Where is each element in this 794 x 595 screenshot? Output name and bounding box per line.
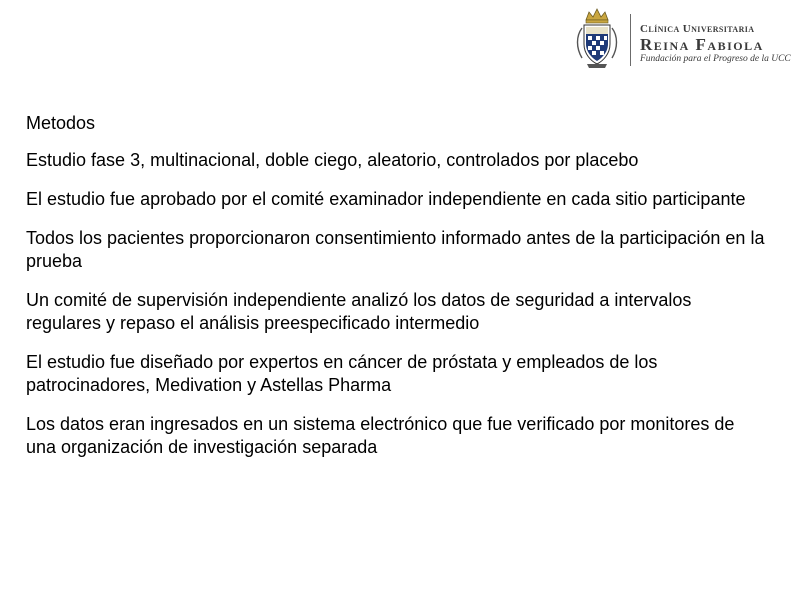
method-paragraph: Todos los pacientes proporcionaron consentimiento informado antes de la participación en la prueba bbox=[26, 228, 765, 271]
logo-clinic-name: Reina Fabiola bbox=[640, 35, 764, 54]
method-paragraph: Un comité de supervisión independiente analizó los datos de seguridad a intervalos regulares y repaso el análisis preespecificado intermedio bbox=[26, 290, 692, 333]
logo-foundation-tagline: Fundación para el Progreso de la UCC bbox=[640, 54, 791, 64]
slide-content bbox=[26, 112, 766, 475]
slide-heading: Metodos bbox=[26, 113, 96, 133]
logo-text bbox=[640, 23, 791, 65]
method-paragraph: Los datos eran ingresados en un sistema electrónico que fue verificado por monitores de una organización de investigación separada bbox=[26, 414, 735, 457]
method-paragraph: El estudio fue diseñado por expertos en cáncer de próstata y empleados de los patrocinadores, Medivation y Astellas Pharma bbox=[26, 352, 658, 395]
method-paragraph: Estudio fase 3, multinacional, doble ciego, aleatorio, controlados por placebo bbox=[26, 150, 639, 170]
logo-divider bbox=[630, 14, 631, 66]
logo-clinic-label: Clínica Universitaria bbox=[640, 23, 755, 35]
method-paragraph: El estudio fue aprobado por el comité examinador independiente en cada sitio participante bbox=[26, 189, 746, 209]
clinic-logo bbox=[574, 6, 791, 70]
clinic-crest-icon bbox=[574, 6, 620, 70]
